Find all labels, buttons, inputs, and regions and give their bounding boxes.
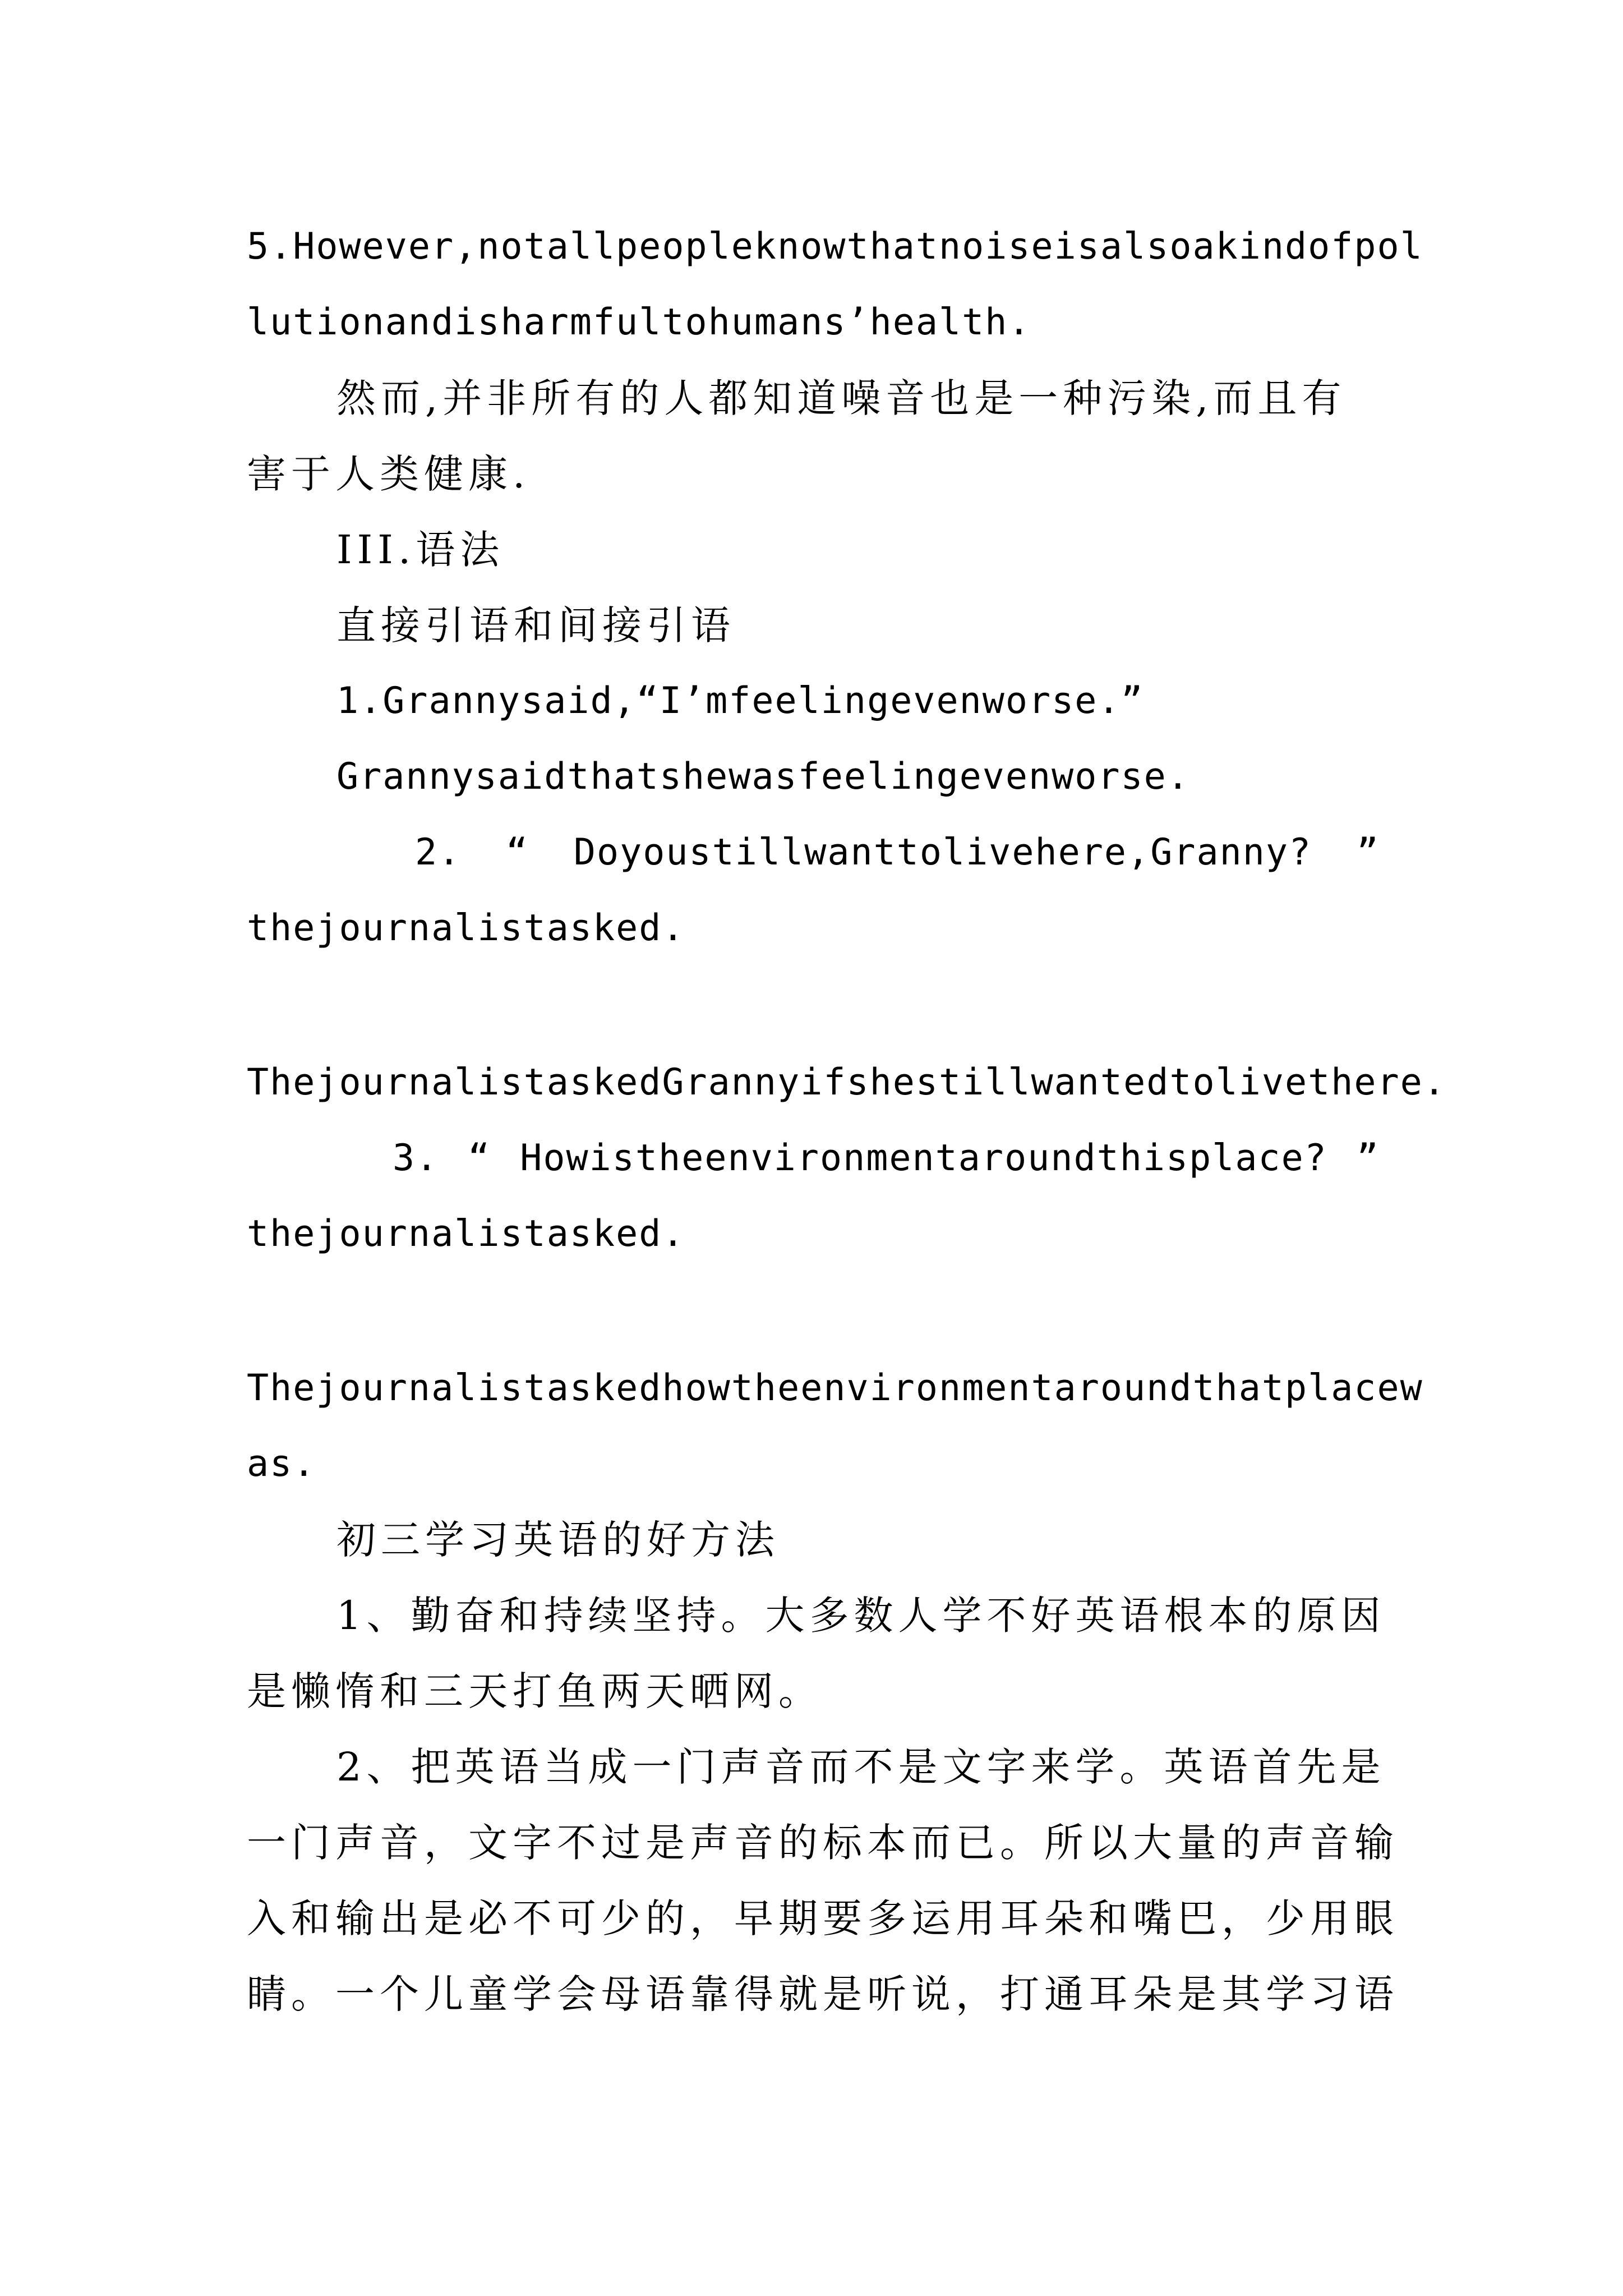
text-line-2: lutionandisharmfultohumans’health. <box>247 301 1031 343</box>
section-heading-grammar: III.语法 <box>336 527 505 573</box>
open-quote: “ <box>468 1137 491 1179</box>
method-2-line-3: 入和输出是必不可少的，早期要多运用耳朵和嘴巴，少用眼 <box>247 1895 1399 1941</box>
method-1-line-2: 是懒惰和三天打鱼两天晒网。 <box>247 1668 823 1714</box>
example-2-question: Doyoustillwanttolivehere,Granny? <box>573 831 1312 873</box>
example-1-indirect: Grannysaidthatshewasfeelingevenworse. <box>336 756 1190 798</box>
method-2-line-4: 睛。一个儿童学会母语靠得就是听说，打通耳朵是其学习语 <box>247 1971 1399 2017</box>
method-1-line-1: 1、勤奋和持续坚持。大多数人学不好英语根本的原因 <box>336 1593 1386 1639</box>
example-2-number: 2. <box>415 831 462 873</box>
example-3-tail: thejournalistasked. <box>247 1213 685 1255</box>
example-1-direct: 1.Grannysaid,“I’mfeelingevenworse.” <box>336 680 1144 722</box>
example-3-number: 3. <box>393 1137 439 1179</box>
text-line-1: 5.However,notallpeopleknowthatnoiseisalsoakindofpol <box>247 226 1423 268</box>
open-quote: “ <box>506 831 529 873</box>
close-quote: ” <box>1356 1137 1380 1179</box>
subheading-direct-indirect-speech: 直接引语和间接引语 <box>336 602 735 648</box>
example-3-indirect-cont: as. <box>247 1443 316 1485</box>
close-quote: ” <box>1356 831 1380 873</box>
example-3-question: Howistheenvironmentaroundthisplace? <box>520 1137 1327 1179</box>
example-2-indirect: ThejournalistaskedGrannyifshestillwantedtolivethere. <box>247 1061 1446 1103</box>
method-2-line-1: 2、把英语当成一门声音而不是文字来学。英语首先是 <box>336 1744 1386 1790</box>
section-heading-study-methods: 初三学习英语的好方法 <box>336 1517 780 1563</box>
example-2-direct <box>247 827 1380 878</box>
example-3-indirect: Thejournalistaskedhowtheenvironmentaroundthatplacew <box>247 1367 1423 1409</box>
method-2-line-2: 一门声音，文字不过是声音的标本而已。所以大量的声音输 <box>247 1820 1399 1866</box>
text-line-3: 然而,并非所有的人都知道噪音也是一种污染,而且有 <box>336 375 1347 421</box>
text-line-4: 害于人类健康. <box>247 451 531 497</box>
example-3-direct <box>247 1133 1380 1184</box>
example-2-tail: thejournalistasked. <box>247 907 685 949</box>
